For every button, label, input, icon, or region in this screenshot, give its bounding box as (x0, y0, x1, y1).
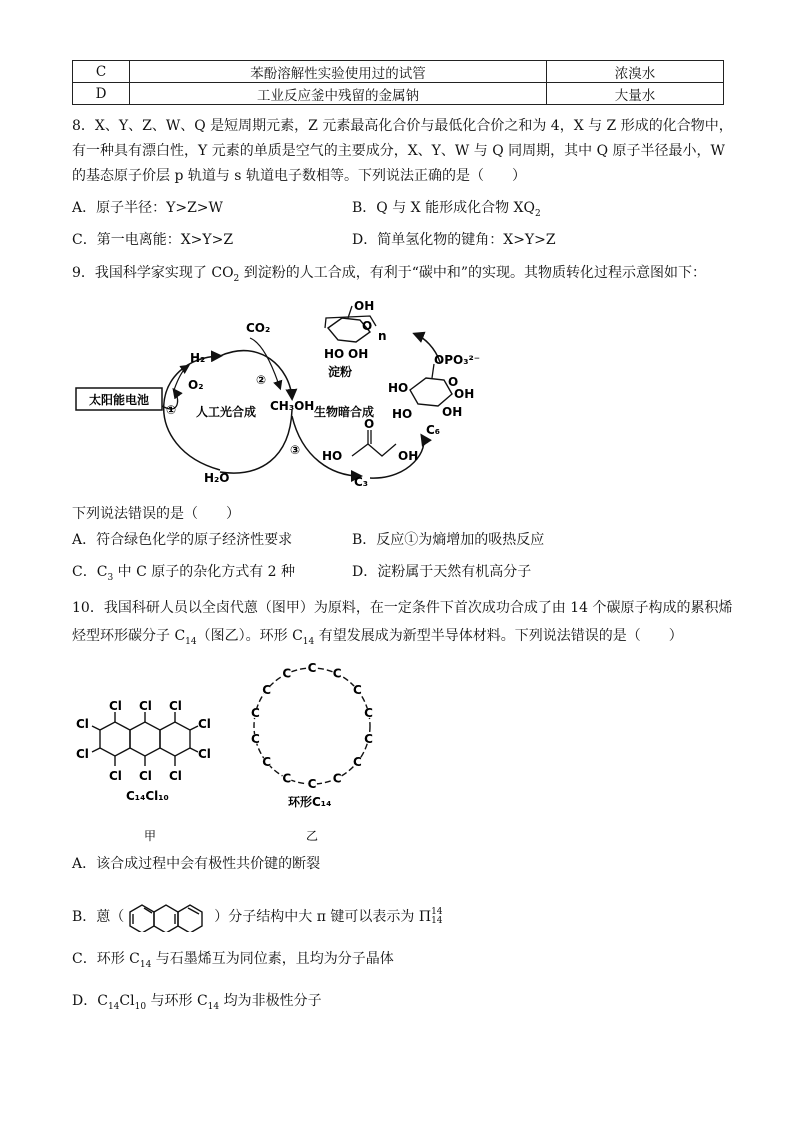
ring-carbon-atom: C (332, 666, 342, 681)
ring-carbon-atom: C (352, 755, 362, 770)
row-label: C (73, 61, 130, 83)
table-row (73, 61, 724, 83)
c6-ho2-label: HO (392, 407, 413, 421)
row-reagent: 浓溴水 (547, 61, 724, 83)
ring-carbon-atom: C (352, 682, 362, 697)
row-item: 工业反应釜中残留的金属钠 (130, 83, 547, 105)
perchloroanthracene-figure (70, 690, 220, 850)
q8-stem-line3: 的基态原子价层 p 轨道与 s 轨道电子数相等。下列说法正确的是（ ） (72, 168, 526, 184)
starch-ring-o-label: O (362, 319, 373, 333)
c6-phosphate-label: OPO₃²⁻ (434, 353, 481, 367)
ring-carbon-atom: C (262, 682, 272, 697)
ring-carbon-atom: C (251, 731, 260, 746)
c6-oh2-label: OH (442, 405, 463, 419)
q9-option-b: B．反应①为熵增加的吸热反应 (352, 532, 545, 548)
ring-carbon-atom: C (282, 771, 292, 786)
starch-synthesis-diagram (70, 298, 490, 498)
cl-label: Cl (169, 699, 182, 713)
cl-label: Cl (139, 769, 152, 783)
q9-option-c: C．$C_3$ 中 C 原子的杂化方式有 2 种 (72, 564, 296, 583)
starch-oh-top-label: OH (354, 299, 375, 313)
c6-label: C₆ (426, 423, 441, 437)
ring-carbon-atom: C (251, 706, 260, 721)
q9-stem: 9．我国科学家实现了 $CO_2$ 到淀粉的人工合成，有利于“碳中和”的实现。其物质转化过程示意图如下： (72, 265, 707, 284)
cl-label: Cl (198, 747, 211, 761)
q8-stem-line1: 8．X、Y、Z、W、Q 是短周期元素，Z 元素最高化合价与最低化合价之和为 4，X 与 Z 形成的化合物中， (72, 118, 733, 134)
cl-label: Cl (198, 717, 211, 731)
ring-carbon-atom: C (282, 666, 292, 681)
c3-right-oh-label: OH (398, 449, 419, 463)
solar-cell-label: 太阳能电池 (88, 393, 150, 407)
q10-stem-line2: 烃型环形碳分子 $C_{14}$（图乙）。环形 $C_{14}$ 有望发展成为新型半导体材料。下列说法错误的是（ ） (72, 628, 683, 647)
cl-label: Cl (76, 717, 89, 731)
h2o-label: H₂O (204, 471, 230, 485)
cl-label: Cl (109, 699, 122, 713)
step-3-label: ③ (290, 443, 301, 457)
c3-oxygen-label: O (364, 417, 375, 431)
methanol-label: CH₃OH (270, 399, 315, 413)
q10-option-c: C．环形 $C_{14}$ 与石墨烯互为同位素，且均为分子晶体 (72, 951, 394, 970)
bio-dark-synthesis-label: 生物暗合成 (314, 405, 375, 419)
q10-option-a: A．该合成过程中会有极性共价键的断裂 (72, 856, 321, 872)
cl-label: Cl (76, 747, 89, 761)
c3-left-oh-label: HO (322, 449, 343, 463)
ring-carbon-atom: C (262, 755, 272, 770)
anthracene-icon (124, 902, 214, 932)
c6-oh-label: OH (454, 387, 475, 401)
ring-carbon-atom: C (332, 771, 342, 786)
q9-question: 下列说法错误的是（ ） (72, 506, 240, 522)
starch-ho-label: HO (324, 347, 345, 361)
starch-oh-label: OH (348, 347, 369, 361)
cl-label: Cl (109, 769, 122, 783)
c6-ring-o-label: O (448, 375, 459, 389)
co2-label: CO₂ (246, 321, 271, 335)
q8-option-a: A．原子半径：Y>Z>W (72, 200, 223, 216)
q8-option-c: C．第一电离能：X>Y>Z (72, 232, 234, 248)
q8-option-d: D．简单氢化物的键角：X>Y>Z (352, 232, 556, 248)
fig-a-formula: C₁₄Cl₁₀ (126, 789, 169, 803)
row-label: D (73, 83, 130, 105)
methanol-to-c3-arrow (292, 416, 360, 476)
cl-label: Cl (169, 769, 182, 783)
fig-b-name: 环形C₁₄ (288, 795, 332, 809)
q10-option-b: B．蒽（ ）分子结构中大 π 键可以表示为 Π14 14 (72, 902, 443, 932)
row-reagent: 大量水 (547, 83, 724, 105)
ring-carbon-atom: C (307, 662, 317, 675)
c6-ho-label: HO (388, 381, 409, 395)
c3-label: C₃ (354, 475, 369, 489)
ring-carbon-atom: C (307, 777, 317, 791)
step-2-label: ② (256, 373, 267, 387)
ring-carbon-atom: C (364, 706, 373, 721)
o2-label: O₂ (188, 378, 204, 392)
ring-carbon-atom: C (364, 731, 373, 746)
q10-stem-line1: 10．我国科研人员以全卤代蒽（图甲）为原料，在一定条件下首次成功合成了由 14 个碳原子构成的累积烯 (72, 600, 733, 616)
starch-label: 淀粉 (328, 365, 353, 379)
q9-option-d: D．淀粉属于天然有机高分子 (352, 564, 532, 580)
table-row (73, 83, 724, 105)
cl-label: Cl (139, 699, 152, 713)
fig-b-caption: 乙 (306, 829, 319, 843)
answer-table (72, 60, 724, 105)
h2-label: H₂ (190, 351, 206, 365)
step-1-label: ① (166, 403, 177, 417)
cyclocarbon-figure (240, 662, 390, 850)
q8-option-b: B．Q 与 X 能形成化合物 $XQ_2$ (352, 200, 541, 219)
q8-stem-line2: 有一种具有漂白性，Y 元素的单质是空气的主要成分，X、Y、W 与 Q 同周期，其中 Q 原子半径最小，W (72, 143, 725, 159)
row-item: 苯酚溶解性实验使用过的试管 (130, 61, 547, 83)
q10-option-d: D．$C_{14}Cl_{10}$ 与环形 $C_{14}$ 均为非极性分子 (72, 993, 322, 1012)
fig-a-caption: 甲 (144, 829, 157, 843)
methanol-to-water-arc (220, 410, 292, 473)
artificial-photosynthesis-label: 人工光合成 (196, 405, 257, 419)
q9-option-a: A．符合绿色化学的原子经济性要求 (72, 532, 293, 548)
starch-n-label: n (378, 329, 387, 343)
